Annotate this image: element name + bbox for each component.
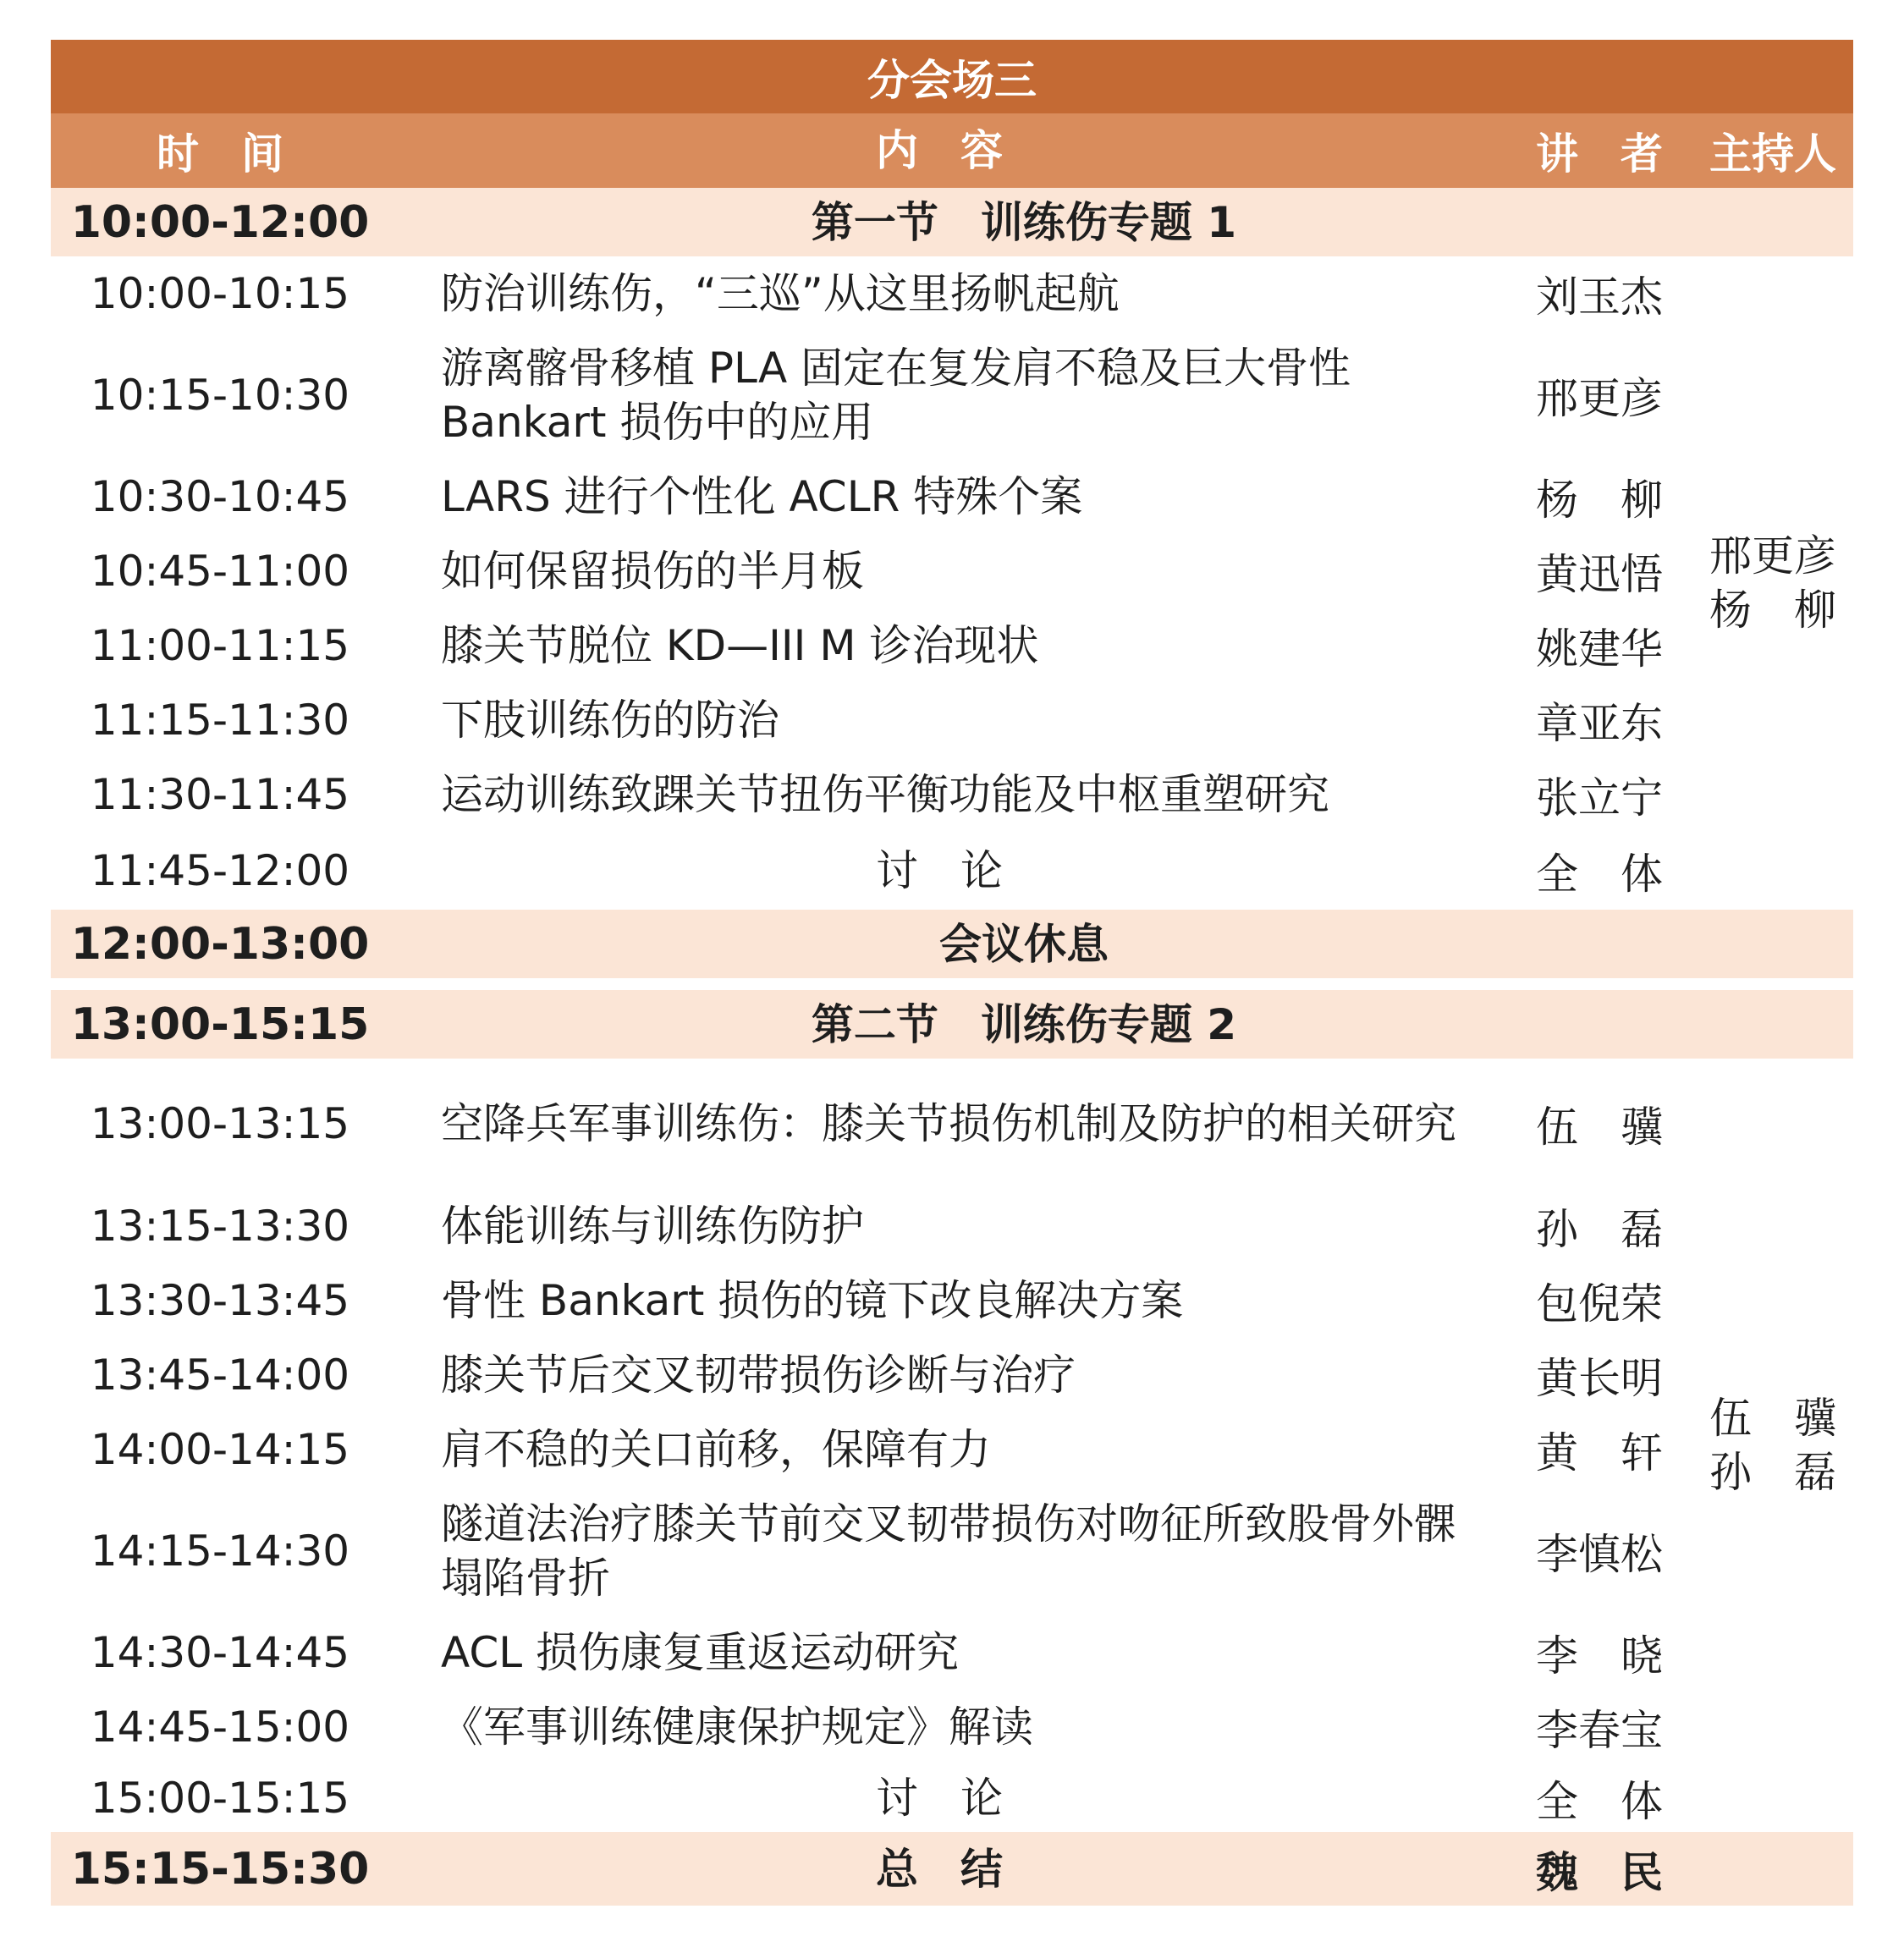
host-name: 伍 骥 <box>1709 1394 1836 1443</box>
row-speaker: 姚建华 <box>1536 624 1663 674</box>
break-time: 12:00-13:00 <box>70 918 370 970</box>
table-row <box>51 1764 1853 1832</box>
row-time: 13:15-13:30 <box>90 1202 350 1251</box>
table-row <box>51 757 1853 832</box>
table-row <box>51 1615 1853 1690</box>
row-speaker: 黄迅悟 <box>1536 550 1663 599</box>
row-content: 讨 论 <box>876 1774 1003 1823</box>
row-time: 11:45-12:00 <box>90 846 350 895</box>
host-name: 孙 磊 <box>1709 1448 1836 1497</box>
table-title: 分会场三 <box>51 40 1853 113</box>
row-time: 10:00-10:15 <box>90 269 350 318</box>
row-content: 骨性 Bankart 损伤的镜下改良解决方案 <box>441 1276 1184 1325</box>
row-time: 10:15-10:30 <box>90 371 350 420</box>
break-title: 会议休息 <box>939 919 1109 969</box>
row-time: 14:45-15:00 <box>90 1703 350 1752</box>
break-row <box>51 910 1853 978</box>
row-time: 14:15-14:30 <box>90 1527 350 1576</box>
table-row <box>51 459 1853 534</box>
row-speaker: 全 体 <box>1536 850 1663 899</box>
summary-speaker: 魏 民 <box>1536 1847 1663 1897</box>
row-time: 13:00-13:15 <box>90 1099 350 1148</box>
section-1-hosts <box>1692 256 1853 910</box>
table-row <box>51 256 1853 331</box>
row-speaker: 黄 轩 <box>1536 1428 1663 1477</box>
row-content: 空降兵军事训练伤：膝关节损伤机制及防护的相关研究 <box>441 1099 1456 1148</box>
row-content: 下肢训练伤的防治 <box>441 696 779 745</box>
row-time: 13:30-13:45 <box>90 1276 350 1325</box>
row-speaker: 邢更彦 <box>1536 374 1663 423</box>
table-row <box>51 1263 1853 1338</box>
header-time: 时 间 <box>157 129 283 179</box>
header-content: 内 容 <box>876 126 1003 175</box>
section-1-body <box>51 256 1853 910</box>
row-speaker: 章亚东 <box>1536 699 1663 748</box>
section-1-title: 第一节 训练伤专题 1 <box>811 197 1237 247</box>
row-speaker: 李春宝 <box>1536 1706 1663 1755</box>
row-content: 隧道法治疗膝关节前交叉韧带损伤对吻征所致股骨外髁塌陷骨折 <box>441 1499 1456 1603</box>
section-1-time: 10:00-12:00 <box>70 196 370 248</box>
row-speaker: 全 体 <box>1536 1777 1663 1826</box>
table-row <box>51 608 1853 683</box>
row-content: 防治训练伤，“三巡”从这里扬帆起航 <box>441 269 1120 318</box>
row-speaker: 李 晓 <box>1536 1631 1663 1681</box>
row-content: LARS 进行个性化 ACLR 特殊个案 <box>441 472 1083 521</box>
row-speaker: 孙 磊 <box>1536 1205 1663 1254</box>
header-host: 主持人 <box>1709 129 1836 179</box>
summary-title: 总 结 <box>876 1844 1003 1894</box>
table-row <box>51 683 1853 757</box>
row-content: 如何保留损伤的半月板 <box>441 547 864 596</box>
host-name: 邢更彦 <box>1709 531 1836 580</box>
row-content: ACL 损伤康复重返运动研究 <box>441 1628 959 1677</box>
row-speaker: 杨 柳 <box>1536 476 1663 525</box>
row-content: 肩不稳的关口前移，保障有力 <box>441 1425 991 1474</box>
table-row <box>51 331 1853 459</box>
row-content: 膝关节后交叉韧带损伤诊断与治疗 <box>441 1351 1076 1400</box>
row-time: 11:30-11:45 <box>90 770 350 819</box>
table-row <box>51 1690 1853 1764</box>
table-row <box>51 1338 1853 1412</box>
row-time: 10:45-11:00 <box>90 547 350 596</box>
row-speaker: 李慎松 <box>1536 1530 1663 1579</box>
section-2-hosts <box>1692 1059 1853 1832</box>
row-time: 10:30-10:45 <box>90 472 350 521</box>
row-time: 11:00-11:15 <box>90 621 350 670</box>
row-time: 14:30-14:45 <box>90 1628 350 1677</box>
row-content: 膝关节脱位 KD—III M 诊治现状 <box>441 621 1039 670</box>
section-1-header <box>51 188 1853 256</box>
row-time: 11:15-11:30 <box>90 696 350 745</box>
header-row <box>51 113 1853 188</box>
table-row <box>51 1059 1853 1189</box>
table-row <box>51 1189 1853 1263</box>
row-time: 15:00-15:15 <box>90 1774 350 1823</box>
table-row <box>51 534 1853 608</box>
row-time: 14:00-14:15 <box>90 1425 350 1474</box>
row-content: 运动训练致踝关节扭伤平衡功能及中枢重塑研究 <box>441 770 1329 819</box>
row-speaker: 刘玉杰 <box>1536 272 1663 322</box>
row-speaker: 黄长明 <box>1536 1354 1663 1403</box>
section-2-header <box>51 990 1853 1059</box>
row-speaker: 张立宁 <box>1536 773 1663 822</box>
section-2-body <box>51 1059 1853 1832</box>
schedule-table <box>51 40 1853 1906</box>
summary-time: 15:15-15:30 <box>70 1843 370 1895</box>
table-row <box>51 832 1853 910</box>
section-2-title: 第二节 训练伤专题 2 <box>811 999 1237 1049</box>
host-name: 杨 柳 <box>1709 586 1836 635</box>
row-content: 《军事训练健康保护规定》解读 <box>441 1703 1033 1752</box>
row-content: 讨 论 <box>876 846 1003 895</box>
row-time: 13:45-14:00 <box>90 1351 350 1400</box>
table-row <box>51 1412 1853 1487</box>
row-content: 游离髂骨移植 PLA 固定在复发肩不稳及巨大骨性 Bankart 损伤中的应用 <box>441 344 1351 447</box>
row-content: 体能训练与训练伤防护 <box>441 1202 864 1251</box>
row-speaker: 包倪荣 <box>1536 1279 1663 1329</box>
table-row <box>51 1487 1853 1615</box>
summary-row <box>51 1832 1853 1906</box>
section-2-time: 13:00-15:15 <box>70 999 370 1050</box>
header-speaker: 讲 者 <box>1536 129 1663 179</box>
row-speaker: 伍 骥 <box>1536 1103 1663 1152</box>
